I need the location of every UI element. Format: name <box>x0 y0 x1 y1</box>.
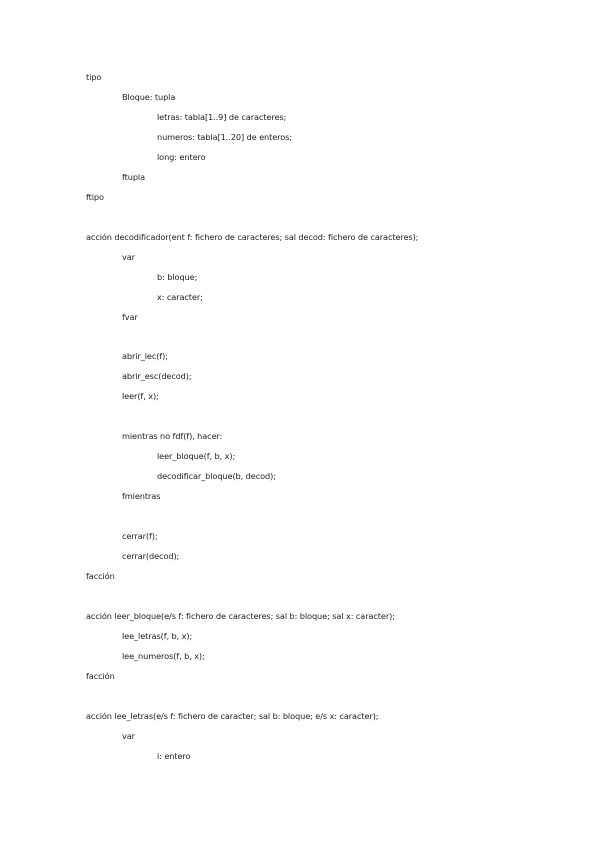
code-line: b: bloque; <box>157 272 198 282</box>
code-line: fmientras <box>122 491 161 501</box>
code-line: facción <box>86 571 115 581</box>
code-line: lee_numeros(f, b, x); <box>122 651 205 661</box>
code-line: cerrar(decod); <box>122 551 180 561</box>
code-line: lee_letras(f, b, x); <box>122 631 193 641</box>
code-line: decodificar_bloque(b, decod); <box>157 471 276 481</box>
code-line: numeros: tabla[1..20] de enteros; <box>157 132 292 142</box>
code-line: x: caracter; <box>157 292 203 302</box>
code-line: Bloque: tupla <box>122 92 176 102</box>
code-line: acción lee_letras(e/s f: fichero de caracter; sal b: bloque; e/s x: caracter); <box>86 711 379 721</box>
code-line: letras: tabla[1..9] de caracteres; <box>157 112 287 122</box>
code-line: i: entero <box>157 751 191 761</box>
code-line: acción decodificador(ent f: fichero de caracteres; sal decod: fichero de caracteres); <box>86 232 419 242</box>
code-line: leer(f, x); <box>122 391 159 401</box>
code-line: mientras no fdf(f), hacer: <box>122 431 223 441</box>
code-line: ftupla <box>122 172 146 182</box>
code-line: abrir_lec(f); <box>122 351 168 361</box>
code-line: facción <box>86 671 115 681</box>
code-line: fvar <box>122 312 138 322</box>
code-line: acción leer_bloque(e/s f: fichero de caracteres; sal b: bloque; sal x: caracter); <box>86 611 395 621</box>
code-line: leer_bloque(f, b, x); <box>157 451 236 461</box>
code-line: long: entero <box>157 152 206 162</box>
code-line: tipo <box>86 72 102 82</box>
code-line: var <box>122 252 135 262</box>
code-line: cerrar(f); <box>122 531 158 541</box>
code-line: abrir_esc(decod); <box>122 371 192 381</box>
code-line: ftipo <box>86 192 104 202</box>
code-line: var <box>122 731 135 741</box>
